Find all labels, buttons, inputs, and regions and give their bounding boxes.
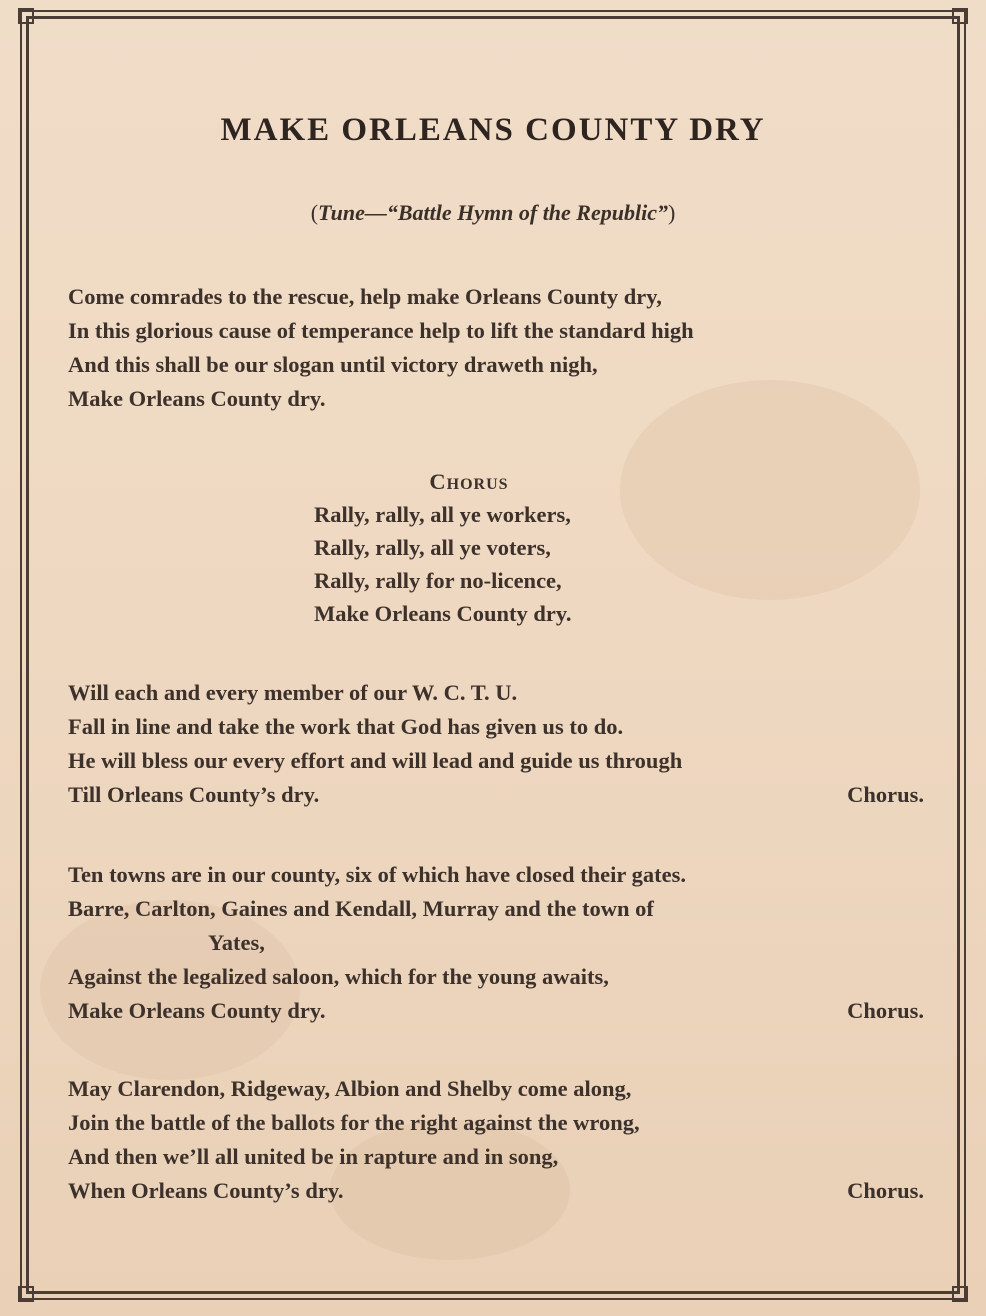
verse-line: When Orleans County’s dry. bbox=[68, 1178, 344, 1203]
corner-ornament bbox=[952, 1286, 968, 1302]
song-title: MAKE ORLEANS COUNTY DRY bbox=[220, 112, 766, 148]
verse-2 bbox=[68, 676, 928, 812]
verse-line: Come comrades to the rescue, help make Orleans County dry, bbox=[68, 284, 662, 309]
verse-line: And this shall be our slogan until victory draweth nigh, bbox=[68, 352, 598, 377]
chorus-refrain: Chorus. bbox=[847, 782, 924, 807]
chorus-refrain: Chorus. bbox=[847, 998, 924, 1023]
verse-line: Will each and every member of our W. C. T. U. bbox=[68, 680, 518, 705]
verse-line: Fall in line and take the work that God has given us to do. bbox=[68, 714, 624, 739]
chorus-block bbox=[314, 465, 624, 630]
verse-last-line bbox=[68, 1174, 928, 1208]
tune-close-paren: ) bbox=[667, 200, 676, 225]
verse-3 bbox=[68, 858, 928, 1028]
verse-line: He will bless our every effort and will lead and guide us through bbox=[68, 748, 683, 773]
chorus-line: Rally, rally for no-licence, bbox=[314, 568, 562, 593]
corner-ornament bbox=[952, 8, 968, 24]
verse-line-continued: Yates, bbox=[208, 930, 265, 955]
verse-line: Barre, Carlton, Gaines and Kendall, Murray and the town of bbox=[68, 896, 654, 921]
verse-line: Ten towns are in our county, six of which have closed their gates. bbox=[68, 862, 686, 887]
chorus-heading: Chorus bbox=[429, 469, 509, 494]
verse-line: Make Orleans County dry. bbox=[68, 386, 326, 411]
chorus-line: Make Orleans County dry. bbox=[314, 601, 572, 626]
verse-line: Till Orleans County’s dry. bbox=[68, 782, 320, 807]
chorus-line: Rally, rally, all ye workers, bbox=[314, 502, 571, 527]
verse-last-line bbox=[68, 994, 928, 1028]
verse-4 bbox=[68, 1072, 928, 1208]
chorus-refrain: Chorus. bbox=[847, 1178, 924, 1203]
tune-note bbox=[0, 200, 986, 226]
verse-line: Make Orleans County dry. bbox=[68, 998, 326, 1023]
tune-open-paren: ( bbox=[310, 200, 319, 225]
corner-ornament bbox=[18, 1286, 34, 1302]
verse-line: And then we’ll all united be in rapture and in song, bbox=[68, 1144, 559, 1169]
verse-1 bbox=[68, 280, 928, 416]
tune-text: Tune—“Battle Hymn of the Republic” bbox=[318, 200, 668, 225]
verse-last-line bbox=[68, 778, 928, 812]
verse-line: Join the battle of the ballots for the right against the wrong, bbox=[68, 1110, 640, 1135]
verse-line: May Clarendon, Ridgeway, Albion and Shelby come along, bbox=[68, 1076, 632, 1101]
verse-line: Against the legalized saloon, which for the young awaits, bbox=[68, 964, 609, 989]
corner-ornament bbox=[18, 8, 34, 24]
verse-line: In this glorious cause of temperance help to lift the standard high bbox=[68, 318, 694, 343]
chorus-line: Rally, rally, all ye voters, bbox=[314, 535, 551, 560]
